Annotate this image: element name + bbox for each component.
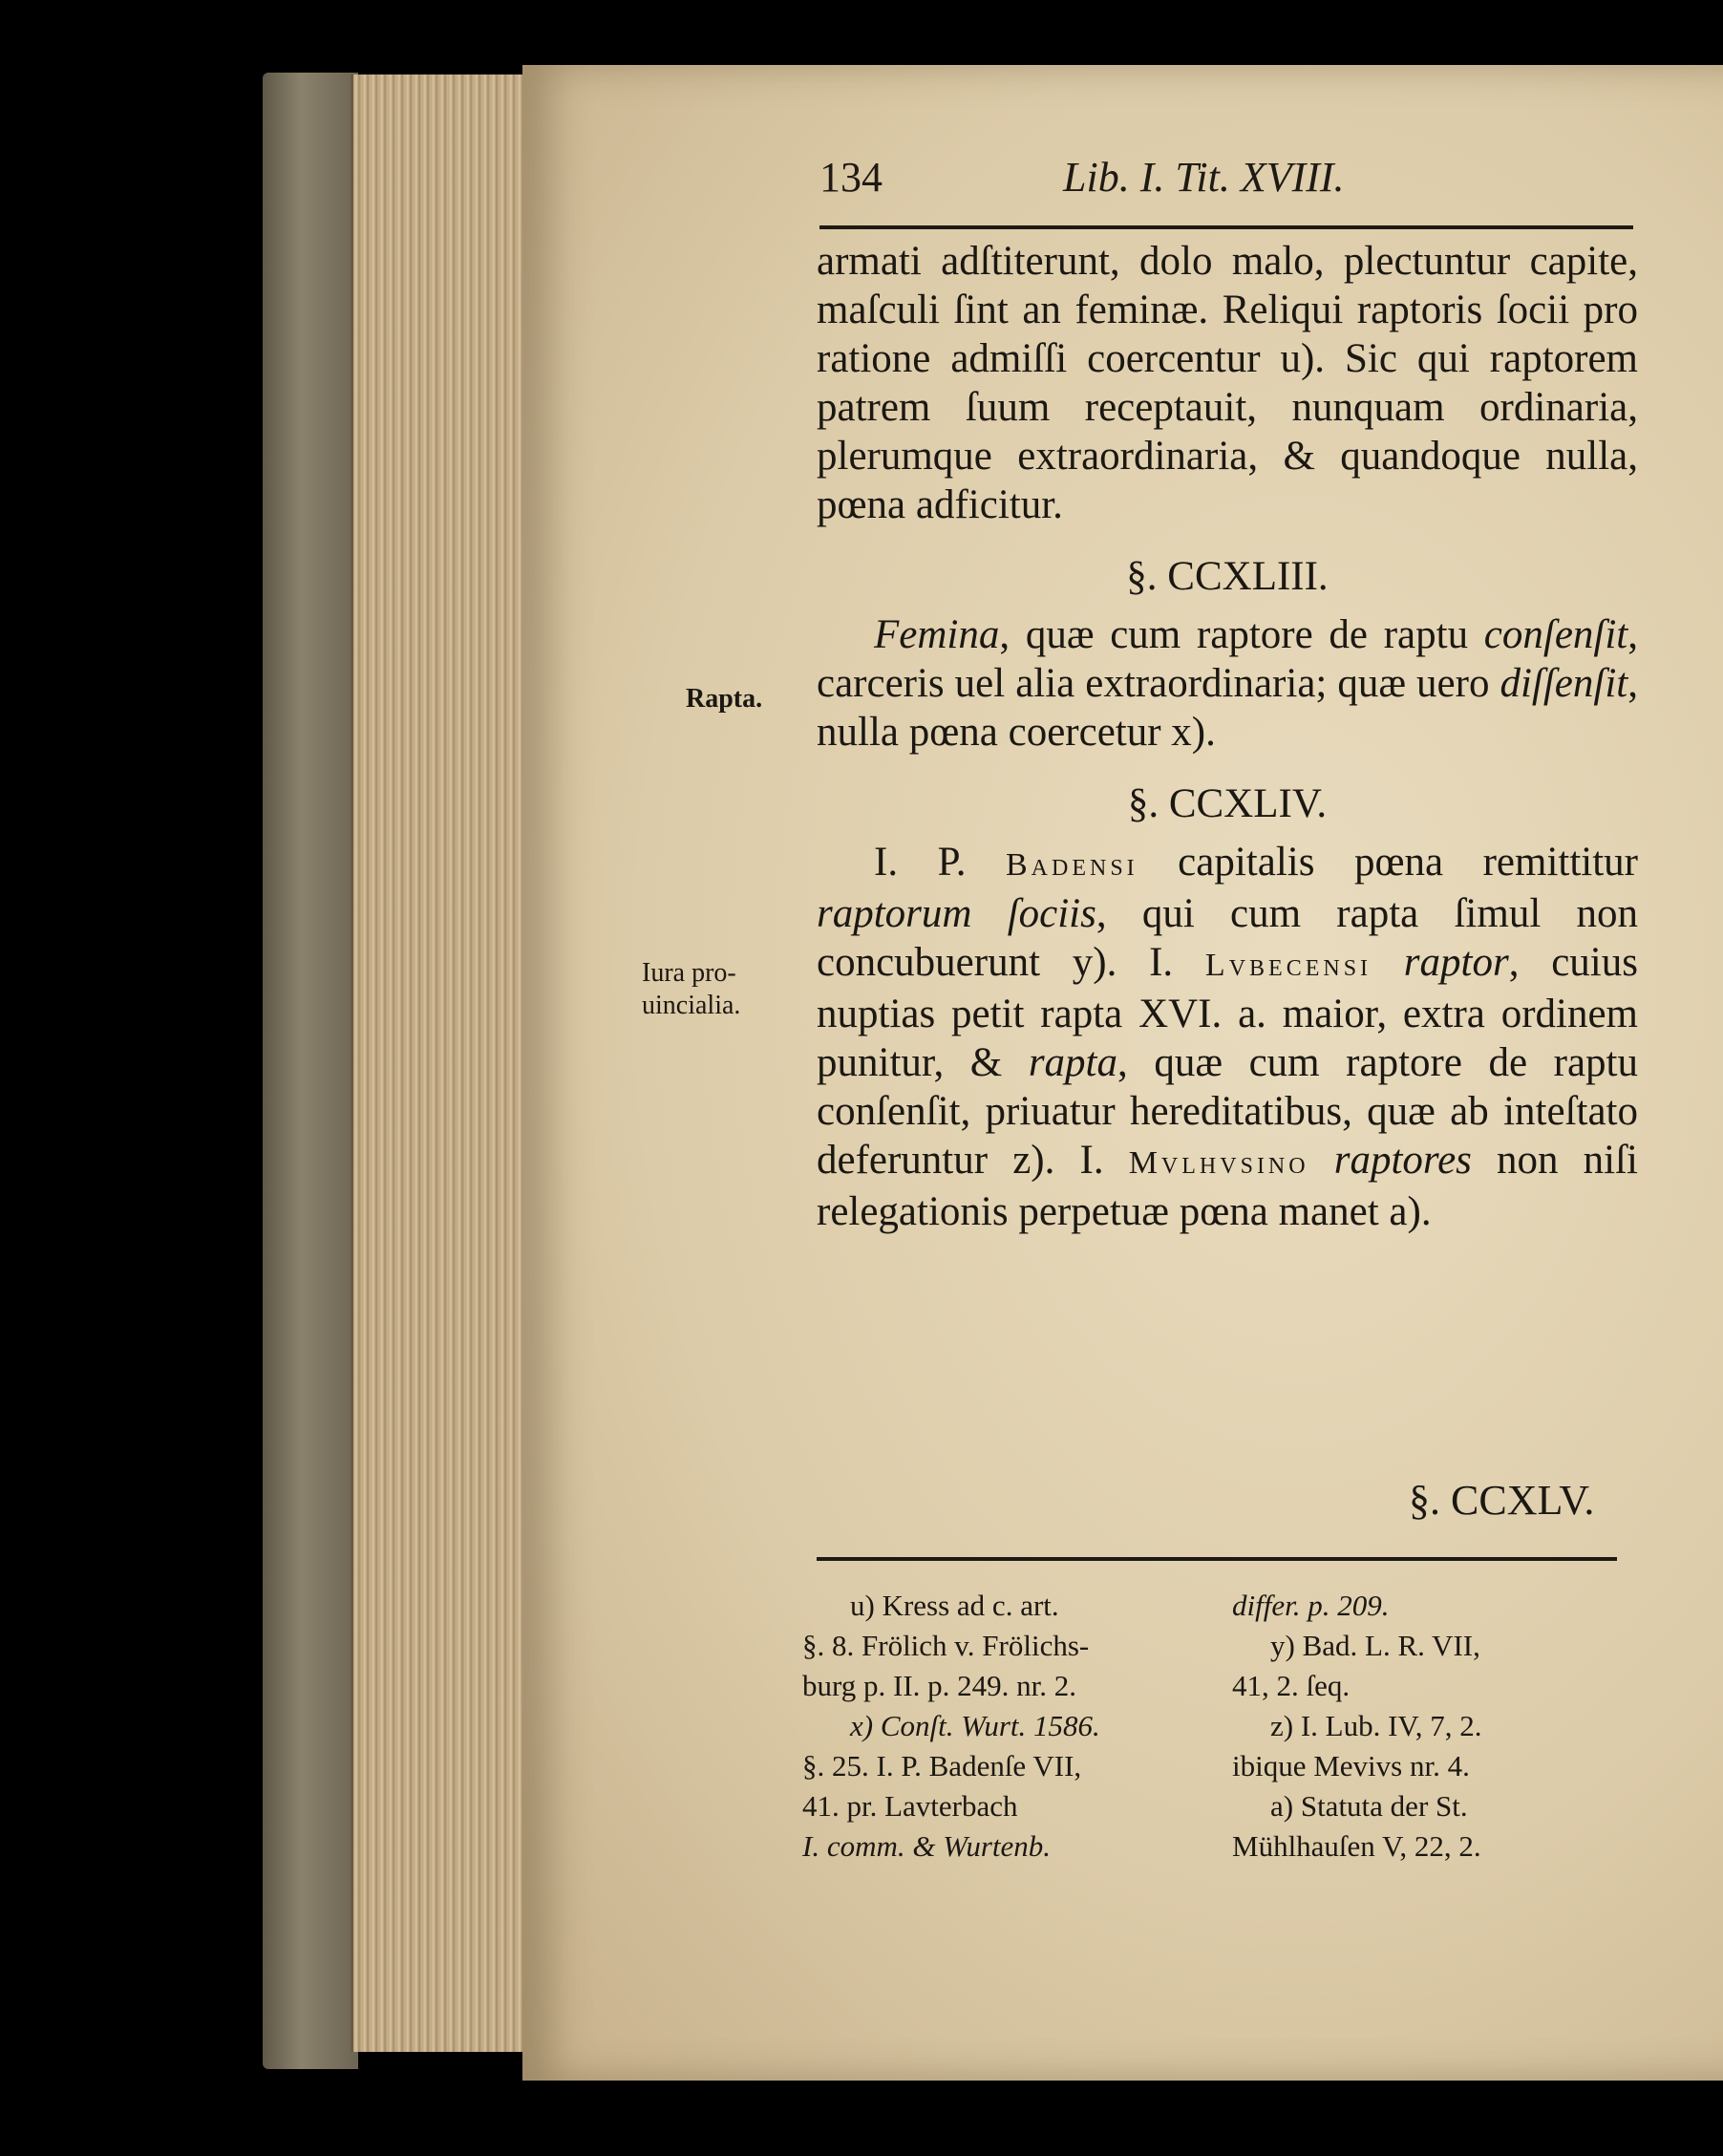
main-text xyxy=(817,237,1638,1236)
book-cover xyxy=(263,73,358,2069)
term-raptores: raptores xyxy=(1333,1138,1472,1183)
text-run: , nulla pœna coercetur x). xyxy=(817,661,1638,755)
footnote-line: burg p. II. p. 249. nr. 2. xyxy=(802,1669,1077,1702)
footnote-line: a) Statuta der St. xyxy=(1270,1789,1468,1823)
name-mulhusino: Mvlhvsino xyxy=(1128,1145,1309,1181)
text-run: , quæ cum raptore de raptu xyxy=(999,612,1484,657)
text-run: , carceris uel alia extraordinaria; quæ uero xyxy=(817,612,1638,706)
footnote-line: 41, 2. ſeq. xyxy=(1232,1669,1351,1702)
footnote-line: u) Kress ad c. art. xyxy=(850,1589,1059,1622)
term-raptor: raptor xyxy=(1403,940,1509,985)
text-run: non niſi relegationis perpetuæ pœna manet a). xyxy=(817,1138,1638,1234)
text-run: capitalis pœna remittitur xyxy=(1138,840,1639,885)
footnote-rule xyxy=(817,1557,1617,1561)
footnotes-right-column xyxy=(1232,1586,1633,1867)
footnote-line: z) I. Lub. IV, 7, 2. xyxy=(1270,1709,1482,1742)
footnote-line: 41. pr. Lavterbach xyxy=(802,1789,1018,1823)
running-head: Lib. I. Tit. XVIII. xyxy=(1063,154,1345,201)
term-rapta: rapta xyxy=(1028,1040,1118,1085)
footnote-line: differ. p. 209. xyxy=(1232,1589,1390,1622)
page-number: 134 xyxy=(819,154,883,201)
term-dissensit: diſſenſit xyxy=(1500,661,1628,706)
footnote-line: I. comm. & Wurtenb. xyxy=(802,1829,1052,1863)
term-raptorum-sociis: raptorum ſociis xyxy=(817,891,1096,936)
term-consensit: conſenſit xyxy=(1483,612,1628,657)
text-run: , qui cum rapta ſimul non concubuerunt y). I. xyxy=(817,891,1638,985)
side-note-line-1: Iura pro- xyxy=(642,958,736,988)
side-note-rapta-label: Rapta. xyxy=(686,684,763,714)
section-heading-244: §. CCXLIV. xyxy=(1127,781,1328,826)
section-heading-245: §. CCXLV. xyxy=(1409,1477,1595,1524)
footnote-line: x) Conſt. Wurt. 1586. xyxy=(850,1709,1100,1742)
paragraph-3 xyxy=(817,838,1638,1236)
term-femina: Femina xyxy=(874,612,1000,657)
footnote-line: ibique Mevivs nr. 4. xyxy=(1232,1749,1470,1782)
side-note-iura-prouincialia xyxy=(642,957,740,1022)
name-badensi: Badensi xyxy=(1005,847,1138,883)
text-run: , quæ cum raptore de raptu conſenſit, priuatur hereditatibus, quæ ab inteſtato deferuntur z). I. xyxy=(817,1040,1638,1183)
footnotes-left-column xyxy=(802,1586,1203,1867)
text-run: I. P. xyxy=(874,840,1006,885)
footnote-line: §. 8. Frölich v. Frölichs- xyxy=(802,1629,1090,1662)
footnote-line: Mühlhauſen V, 22, 2. xyxy=(1232,1829,1481,1863)
footnote-line: y) Bad. L. R. VII, xyxy=(1270,1629,1480,1662)
paragraph-1: armati adſtiterunt, dolo malo, plectuntur capite, maſculi ſint an feminæ. Reliqui raptoris ſocii pro ratione admiſſi coercentur u). Sic qui raptorem patrem ſuum receptauit, nunquam ordinaria, plerumque extraordinaria, & quandoque nulla, pœna adficitur. xyxy=(817,239,1638,527)
footnote-line: §. 25. I. P. Badenſe VII, xyxy=(802,1749,1082,1782)
header-rule xyxy=(819,225,1633,229)
side-note-line-2: uincialia. xyxy=(642,991,741,1020)
side-note-rapta xyxy=(686,683,762,715)
text-run: , cuius nuptias petit rapta XVI. a. maior, extra ordinem punitur, & xyxy=(817,940,1638,1085)
section-heading-243: §. CCXLIII. xyxy=(1126,554,1329,599)
name-lubecensi: Lvbecensi xyxy=(1204,948,1372,983)
text-run xyxy=(1309,1138,1334,1183)
text-run xyxy=(1372,940,1404,985)
paragraph-2 xyxy=(817,610,1638,757)
page-header xyxy=(819,153,1641,210)
